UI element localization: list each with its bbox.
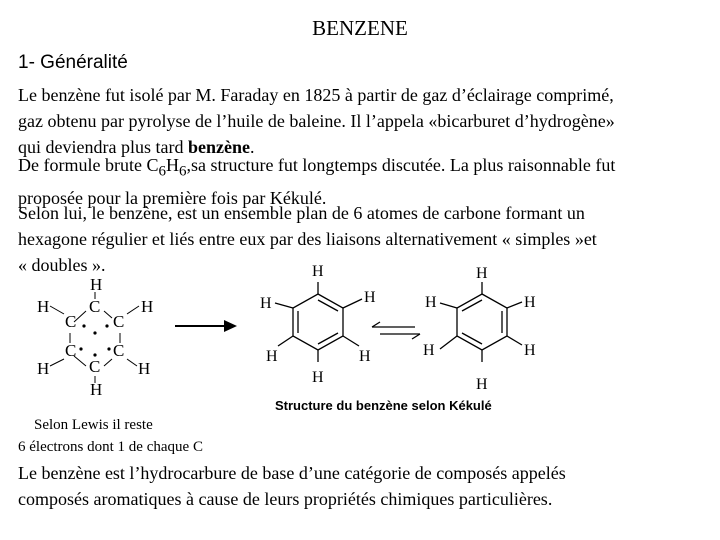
- kekule-structure-2: [423, 265, 536, 393]
- text-line: Le benzène est l’hydrocarbure de base d’une catégorie de composés appelés: [18, 463, 566, 483]
- lewis-hydrogen: H: [90, 275, 103, 294]
- text-line: composés aromatiques à cause de leurs propriétés chimiques particulières.: [18, 489, 553, 509]
- lewis-carbon: C: [89, 357, 101, 376]
- text-line: [18, 152, 698, 185]
- paragraph-aromatic: [18, 460, 698, 512]
- hydrogen-label: H: [524, 342, 536, 359]
- hydrogen-label: H: [312, 369, 324, 386]
- text-span: qui deviendra plus tard: [18, 137, 188, 157]
- lewis-hydrogen: H: [37, 359, 50, 378]
- lewis-carbon: C: [113, 312, 125, 331]
- text-line: Selon lui, le benzène, est un ensemble plan de 6 atomes de carbone formant un: [18, 203, 585, 223]
- section-heading: 1- Généralité: [18, 52, 128, 73]
- text-line: hexagone régulier et liés entre eux par des liaisons alternativement « simples »et: [18, 229, 597, 249]
- hydrogen-label: H: [260, 295, 272, 312]
- lewis-carbon: C: [65, 312, 77, 331]
- lewis-hydrogen: H: [141, 297, 154, 316]
- hydrogen-label: H: [423, 342, 435, 359]
- hydrogen-label: H: [524, 294, 536, 311]
- lewis-carbon: C: [65, 341, 77, 360]
- benzene-structure-diagram: [0, 260, 720, 400]
- reaction-arrow: [175, 320, 237, 332]
- text-line: gaz obtenu par pyrolyse de l’huile de baleine. Il l’appela «bicarburet d’hydrogène»: [18, 111, 615, 131]
- hydrogen-label: H: [364, 289, 376, 306]
- text-line: proposée pour la première fois par Kékulé.: [18, 187, 327, 208]
- lewis-hydrogen: H: [138, 359, 151, 378]
- text-span: De formule brute C: [18, 155, 159, 175]
- subscript: 6: [158, 163, 166, 180]
- paragraph-history: [18, 82, 698, 160]
- diagram-caption: Structure du benzène selon Kékulé: [275, 398, 492, 413]
- text-span: .: [249, 137, 255, 157]
- lewis-note-line: 6 électrons dont 1 de chaque C: [18, 439, 203, 455]
- hydrogen-label: H: [476, 265, 488, 282]
- text-span: H: [165, 155, 179, 175]
- lewis-note-line: Selon Lewis il reste: [34, 417, 153, 433]
- hydrogen-label: H: [312, 263, 324, 280]
- bold-term: benzène: [187, 137, 250, 157]
- lewis-hydrogen: H: [37, 297, 50, 316]
- lewis-electron-dots: [79, 324, 110, 356]
- lewis-structure: [37, 275, 153, 399]
- hydrogen-label: H: [425, 294, 437, 311]
- hydrogen-label: H: [476, 376, 488, 393]
- resonance-arrows: [372, 322, 420, 339]
- hydrogen-label: H: [266, 348, 278, 365]
- page-title: BENZENE: [312, 16, 408, 40]
- subscript: 6: [178, 163, 187, 180]
- text-line: Le benzène fut isolé par M. Faraday en 1825 à partir de gaz d’éclairage comprimé,: [18, 85, 614, 105]
- text-span: ,sa structure fut longtemps discutée. La plus raisonnable fut: [186, 155, 616, 175]
- kekule-structure-1: [260, 263, 376, 386]
- text-line: « doubles ».: [18, 255, 106, 275]
- lewis-carbon: C: [89, 297, 101, 316]
- hydrogen-label: H: [359, 348, 371, 365]
- lewis-carbon: C: [113, 341, 125, 360]
- lewis-hydrogen: H: [90, 380, 103, 399]
